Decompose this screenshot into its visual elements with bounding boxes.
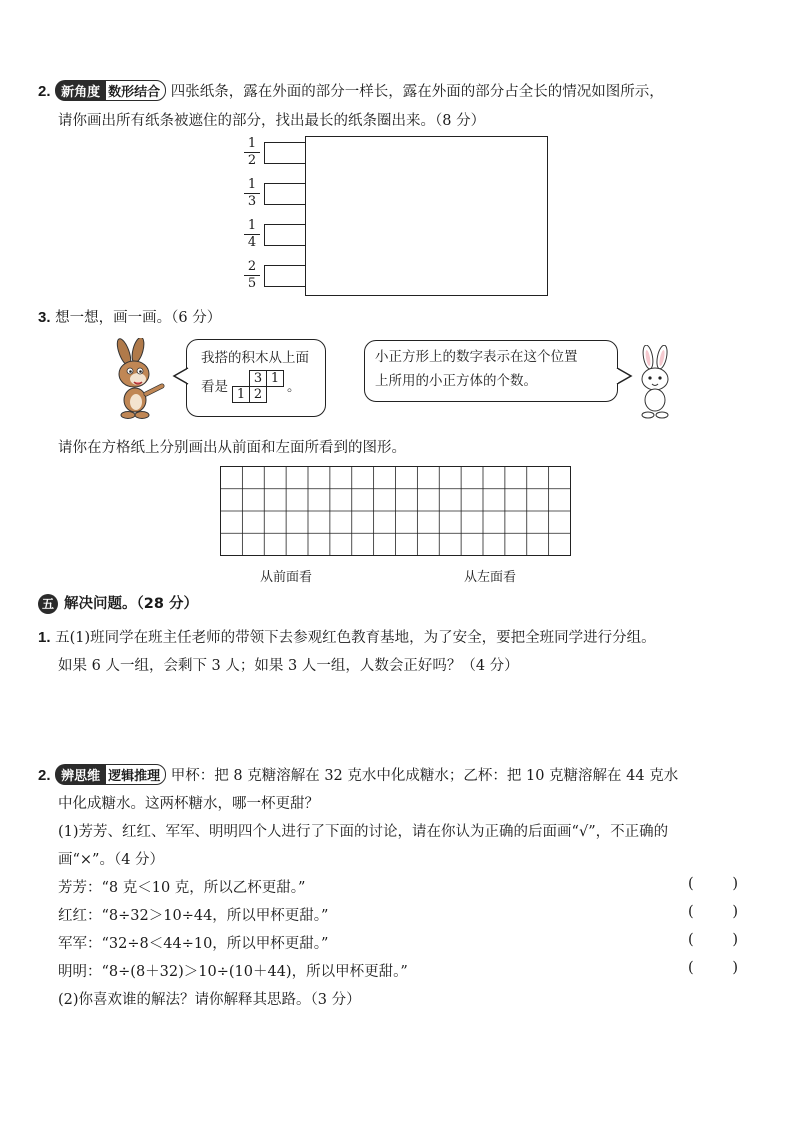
tag-logic: 逻辑推理 (102, 764, 166, 785)
view-cell: 3 (249, 370, 267, 387)
statement-fangfang: 芳芳：“8 克＜10 克，所以乙杯更甜。” (58, 880, 306, 896)
bubble-text: 。 (287, 378, 301, 395)
p1-line2: 如果 6 人一组，会剩下 3 人；如果 3 人一组，人数会正好吗？（4 分） (58, 658, 519, 674)
statement-junjun: 军军：“32÷8＜44÷10，所以甲杯更甜。” (58, 936, 329, 952)
q3-title (38, 306, 221, 327)
answer-blank[interactable]: ( ) (688, 876, 738, 892)
statement-honghong: 红红：“8÷32＞10÷44，所以甲杯更甜。” (58, 908, 329, 924)
p2-sub2: (2)你喜欢谁的解法？请你解释其思路。（3 分） (58, 992, 361, 1008)
bubble-text: 我搭的积木从上面 (201, 350, 309, 366)
question-text: 甲杯：把 8 克糖溶解在 32 克水中化成糖水；乙杯：把 10 克糖溶解在 44 克水 (170, 768, 679, 784)
section-title: 解决问题。（28 分） (64, 596, 198, 612)
question-text: 四张纸条，露在外面的部分一样长，露在外面的部分占全长的情况如图所示， (170, 84, 664, 100)
q2-line2: 请你画出所有纸条被遮住的部分，找出最长的纸条圈出来。（8 分） (58, 113, 486, 129)
p1-line1 (38, 626, 656, 647)
bubble-text: 看是 (201, 378, 228, 395)
question-number: 2. (38, 83, 51, 100)
answer-blank[interactable]: ( ) (688, 904, 738, 920)
grid-paper (220, 466, 572, 557)
answer-blank[interactable]: ( ) (688, 960, 738, 976)
grid-label-left: 从左面看 (464, 570, 517, 585)
fraction-label: 1 4 (244, 219, 260, 250)
question-number: 3. (38, 309, 51, 326)
grid-label-front: 从前面看 (260, 570, 313, 585)
tag-number-shape: 数形结合 (102, 80, 166, 101)
question-text: 想一想，画一画。（6 分） (55, 310, 222, 326)
fraction-label: 1 3 (244, 178, 260, 209)
q2-line1 (38, 80, 664, 101)
rabbit-illustration-left (108, 338, 170, 420)
section-badge: 五 (38, 594, 58, 614)
view-cell: 1 (232, 386, 250, 403)
speech-bubble-right (364, 340, 618, 402)
p2-line1 (38, 764, 678, 785)
p2-line2: 中化成糖水。这两杯糖水，哪一杯更甜？ (58, 796, 319, 812)
tag-new-angle: 新角度 (55, 80, 106, 101)
q3-instruction: 请你在方格纸上分别画出从前面和左面所看到的图形。 (58, 440, 406, 456)
speech-bubble-left (186, 339, 326, 417)
answer-blank[interactable]: ( ) (688, 932, 738, 948)
question-number: 1. (38, 629, 51, 646)
view-cell: 1 (266, 370, 284, 387)
p2-sub1-line2: 画“×”。（4 分） (58, 852, 165, 868)
tag-thinking: 辨思维 (55, 764, 106, 785)
question-text: 五(1)班同学在班主任老师的带领下去参观红色教育基地，为了安全，要把全班同学进行分组。 (55, 630, 656, 646)
section-header (38, 592, 198, 614)
statement-mingming: 明明：“8÷(8＋32)＞10÷(10＋44)，所以甲杯更甜。” (58, 964, 408, 980)
rabbit-illustration-right (630, 345, 682, 419)
bubble-text: 小正方形上的数字表示在这个位置 (375, 349, 578, 365)
bubble-tail-left (172, 366, 190, 386)
top-view-diagram (232, 370, 283, 403)
fraction-label: 1 2 (244, 137, 260, 168)
bubble-text: 上所用的小正方体的个数。 (375, 373, 537, 389)
question-number: 2. (38, 767, 51, 784)
covering-rectangle (305, 136, 548, 296)
view-cell: 2 (249, 386, 267, 403)
fraction-label: 2 5 (244, 260, 260, 291)
p2-sub1-line1: (1)芳芳、红红、军军、明明四个人进行了下面的讨论，请在你认为正确的后面画“√”，不正确的 (58, 824, 669, 840)
